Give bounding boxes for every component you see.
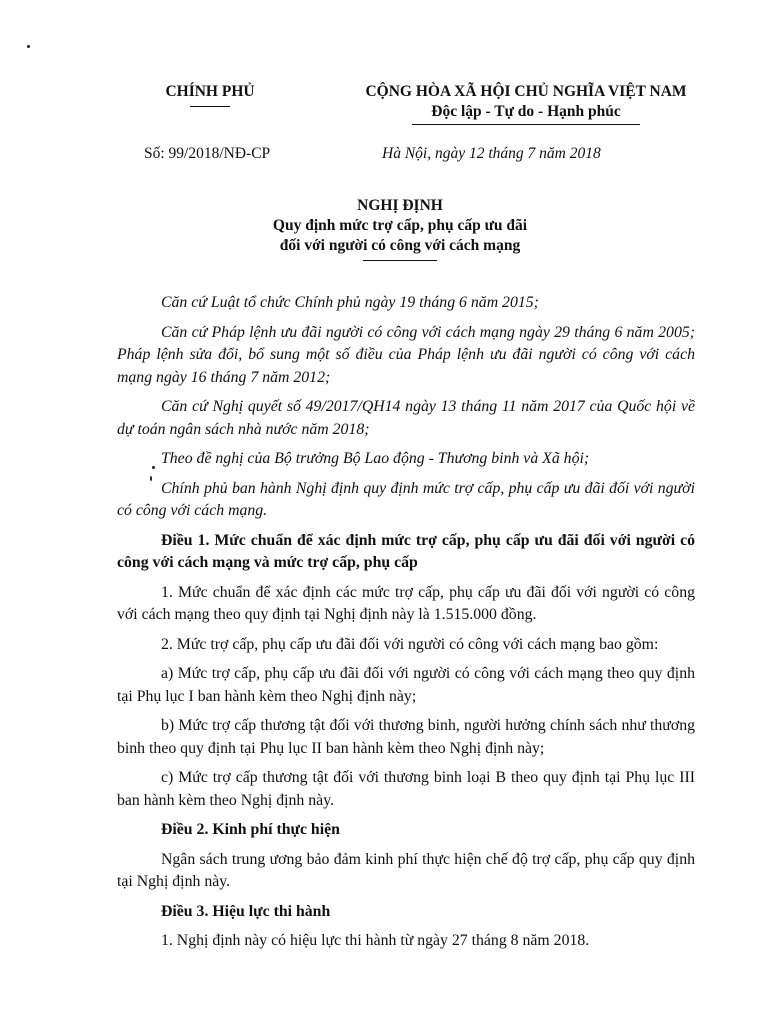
- document-number: Số: 99/2018/NĐ-CP: [144, 145, 271, 162]
- preamble-paragraph: Theo đề nghị của Bộ trưởng Bộ Lao động - Thương binh và Xã hội;: [161, 450, 590, 467]
- article-1-point-a: a) Mức trợ cấp, phụ cấp ưu đãi đối với người có công với cách mạng theo quy định tại Phụ lục I ban hành kèm theo Nghị định này;: [117, 665, 695, 705]
- preamble-paragraph: Căn cứ Pháp lệnh ưu đãi người có công với cách mạng ngày 29 tháng 6 năm 2005; Pháp lệnh sửa đổi, bổ sung một số điều của Pháp lệnh ưu đãi người có công với cách mạng ngày 16 tháng 7 năm 2012;: [117, 323, 695, 386]
- agency-underline: [190, 106, 230, 107]
- document-title-line-2: đối với người có công với cách mạng: [279, 237, 521, 254]
- document-body: [117, 292, 695, 960]
- article-1-point-c: c) Mức trợ cấp thương tật đối với thương binh loại B theo quy định tại Phụ lục III ban hành kèm theo Nghị định này.: [117, 769, 695, 809]
- preamble-paragraph: Căn cứ Luật tổ chức Chính phủ ngày 19 tháng 6 năm 2015;: [161, 294, 539, 311]
- article-1-heading: Điều 1. Mức chuẩn để xác định mức trợ cấp, phụ cấp ưu đãi đối với người có công với cách mạng và mức trợ cấp, phụ cấp: [117, 531, 695, 571]
- preamble-paragraph: Căn cứ Nghị quyết số 49/2017/QH14 ngày 13 tháng 11 năm 2017 của Quốc hội về dự toán ngân sách nhà nước năm 2018;: [117, 398, 695, 438]
- article-1-point-b: b) Mức trợ cấp thương tật đối với thương binh, người hưởng chính sách như thương binh theo quy định tại Phụ lục II ban hành kèm theo Nghị định này;: [117, 717, 695, 757]
- article-1-clause-1: 1. Mức chuẩn để xác định các mức trợ cấp, phụ cấp ưu đãi đối với người có công với cách mạng theo quy định tại Nghị định này là 1.515.000 đồng.: [117, 583, 695, 623]
- document-title-line-1: Quy định mức trợ cấp, phụ cấp ưu đãi: [272, 217, 528, 234]
- article-2-heading: Điều 2. Kinh phí thực hiện: [161, 821, 340, 838]
- document-title-block: [160, 196, 640, 261]
- article-2-text: Ngân sách trung ương bảo đảm kinh phí thực hiện chế độ trợ cấp, phụ cấp quy định tại Nghị định này.: [117, 850, 695, 890]
- article-3-clause-1: 1. Nghị định này có hiệu lực thi hành từ ngày 27 tháng 8 năm 2018.: [161, 932, 590, 949]
- preamble-paragraph: Chính phủ ban hành Nghị định quy định mức trợ cấp, phụ cấp ưu đãi đối với người có công với cách mạng.: [117, 479, 695, 519]
- article-3-heading: Điều 3. Hiệu lực thi hành: [161, 902, 331, 920]
- motto-underline: [412, 124, 640, 125]
- document-type: NGHỊ ĐỊNH: [357, 197, 443, 214]
- national-title: CỘNG HÒA XÃ HỘI CHỦ NGHĨA VIỆT NAM: [365, 83, 687, 100]
- place-and-date: Hà Nội, ngày 12 tháng 7 năm 2018: [382, 145, 601, 162]
- issuing-agency: CHÍNH PHỦ: [165, 83, 255, 100]
- national-title-block: [318, 82, 734, 125]
- scan-speck: [27, 45, 30, 48]
- article-1-clause-2: 2. Mức trợ cấp, phụ cấp ưu đãi đối với người có công với cách mạng bao gồm:: [161, 635, 659, 653]
- title-underline: [363, 260, 437, 261]
- issuing-agency-block: [138, 82, 282, 107]
- national-motto: Độc lập - Tự do - Hạnh phúc: [431, 103, 621, 120]
